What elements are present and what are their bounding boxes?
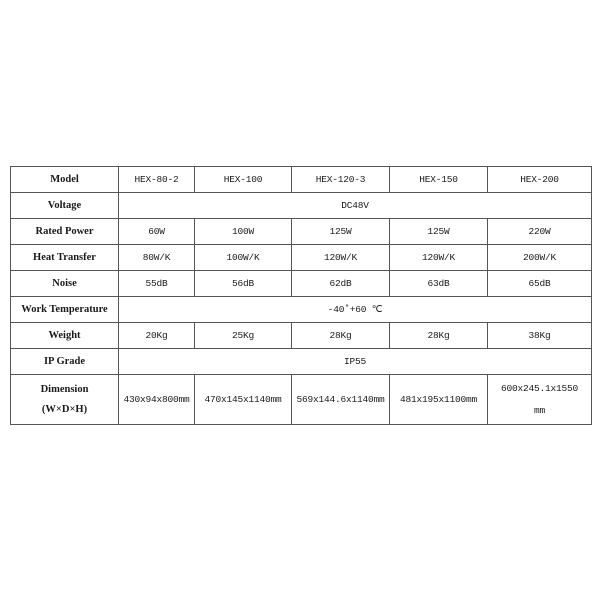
work-temperature-label: Work Temperature [11, 297, 119, 323]
heat-transfer-value: 120W/K [390, 245, 488, 271]
model-name: HEX-100 [195, 167, 292, 193]
model-name: HEX-80-2 [119, 167, 195, 193]
dimension-label [11, 375, 119, 425]
heat-transfer-value: 80W/K [119, 245, 195, 271]
rated-power-label: Rated Power [11, 219, 119, 245]
work-temperature-row [11, 297, 592, 323]
rated-power-value: 60W [119, 219, 195, 245]
dimension-last-line1: 600x245.1x1550 [500, 382, 578, 394]
dimension-label-line1: Dimension [40, 383, 89, 395]
ip-grade-value: IP55 [119, 349, 592, 375]
ip-grade-label: IP Grade [11, 349, 119, 375]
dimension-last-line2: mm [533, 404, 545, 416]
voltage-label: Voltage [11, 193, 119, 219]
heat-transfer-value: 120W/K [292, 245, 390, 271]
weight-value: 38Kg [488, 323, 592, 349]
work-temperature-value: -40˚+60 ℃ [119, 297, 592, 323]
model-name: HEX-120-3 [292, 167, 390, 193]
weight-value: 28Kg [390, 323, 488, 349]
weight-value: 20Kg [119, 323, 195, 349]
weight-row [11, 323, 592, 349]
noise-value: 63dB [390, 271, 488, 297]
voltage-value: DC48V [119, 193, 592, 219]
rated-power-value: 220W [488, 219, 592, 245]
ip-grade-row [11, 349, 592, 375]
dimension-value: 481x195x1100mm [390, 375, 488, 425]
heat-transfer-value: 200W/K [488, 245, 592, 271]
dimension-value: 569x144.6x1140mm [292, 375, 390, 425]
heat-transfer-value: 100W/K [195, 245, 292, 271]
rated-power-value: 100W [195, 219, 292, 245]
noise-label: Noise [11, 271, 119, 297]
dimension-row [11, 375, 592, 425]
heat-transfer-row [11, 245, 592, 271]
rated-power-value: 125W [390, 219, 488, 245]
header-row [11, 167, 592, 193]
rated-power-row [11, 219, 592, 245]
noise-value: 65dB [488, 271, 592, 297]
dimension-value: 470x145x1140mm [195, 375, 292, 425]
noise-row [11, 271, 592, 297]
model-name: HEX-200 [488, 167, 592, 193]
dimension-label-line2: (W×D×H) [41, 403, 88, 415]
voltage-row [11, 193, 592, 219]
weight-label: Weight [11, 323, 119, 349]
rated-power-value: 125W [292, 219, 390, 245]
weight-value: 28Kg [292, 323, 390, 349]
noise-value: 56dB [195, 271, 292, 297]
model-name: HEX-150 [390, 167, 488, 193]
heat-transfer-label: Heat Transfer [11, 245, 119, 271]
dimension-value-last [488, 375, 592, 425]
spec-table [10, 166, 592, 425]
noise-value: 55dB [119, 271, 195, 297]
noise-value: 62dB [292, 271, 390, 297]
model-label: Model [11, 167, 119, 193]
dimension-value: 430x94x800mm [119, 375, 195, 425]
weight-value: 25Kg [195, 323, 292, 349]
